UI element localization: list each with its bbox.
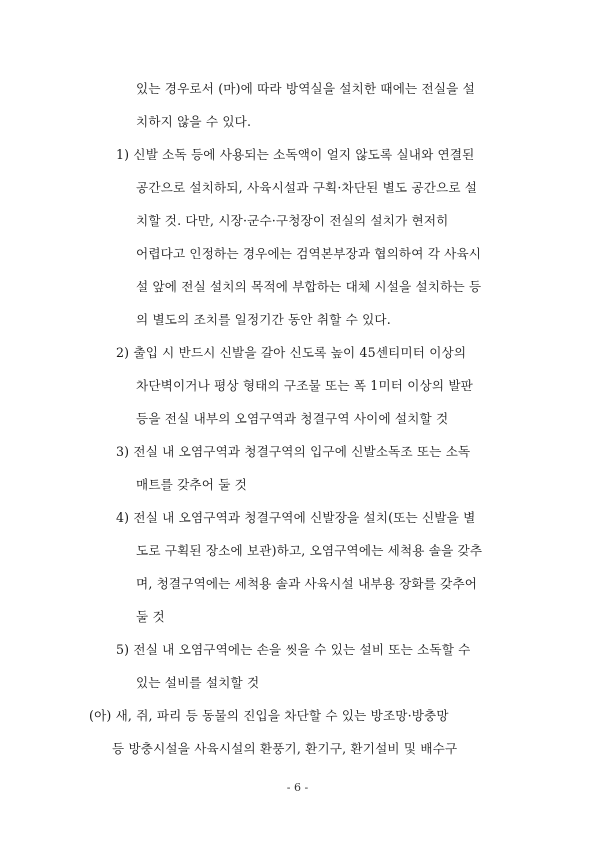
text-line-15: 도로 구획된 장소에 보관)하고, 오염구역에는 세척용 솔을 갖추 bbox=[136, 543, 483, 558]
text-line-19: 있는 설비를 설치할 것 bbox=[136, 675, 260, 690]
text-line-12: 3) 전실 내 오염구역과 청결구역의 입구에 신발소독조 또는 소독 bbox=[116, 444, 471, 459]
text-line-9: 2) 출입 시 반드시 신발을 갈아 신도록 높이 45센티미터 이상의 bbox=[116, 345, 467, 360]
text-line-13: 매트를 갖추어 둘 것 bbox=[136, 477, 247, 492]
text-line-20: (아) 새, 쥐, 파리 등 동물의 진입을 차단할 수 있는 방조망·방충망 bbox=[89, 708, 449, 723]
text-line-14: 4) 전실 내 오염구역과 청결구역에 신발장을 설치(또는 신발을 별 bbox=[116, 510, 476, 525]
text-line-5: 치할 것. 다만, 시장·군수·구청장이 전실의 설치가 현저히 bbox=[136, 213, 449, 228]
text-line-2: 치하지 않을 수 있다. bbox=[136, 114, 252, 129]
text-line-8: 의 별도의 조치를 일정기간 동안 취할 수 있다. bbox=[136, 312, 391, 327]
text-line-4: 공간으로 설치하되, 사육시설과 구획·차단된 별도 공간으로 설 bbox=[136, 180, 478, 195]
text-line-7: 설 앞에 전실 설치의 목적에 부합하는 대체 시설을 설치하는 등 bbox=[136, 279, 482, 294]
text-line-3: 1) 신발 소독 등에 사용되는 소독액이 얼지 않도록 실내와 연결된 bbox=[116, 147, 475, 162]
text-line-17: 둘 것 bbox=[136, 609, 165, 624]
text-line-6: 어렵다고 인정하는 경우에는 검역본부장과 협의하여 각 사육시 bbox=[136, 246, 482, 261]
text-line-16: 며, 청결구역에는 세척용 솔과 사육시설 내부용 장화를 갖추어 bbox=[136, 576, 478, 591]
text-line-11: 등을 전실 내부의 오염구역과 청결구역 사이에 설치할 것 bbox=[136, 411, 449, 426]
text-line-10: 차단벽이거나 평상 형태의 구조물 또는 폭 1미터 이상의 발판 bbox=[136, 378, 473, 393]
text-line-1: 있는 경우로서 (마)에 따라 방역실을 설치한 때에는 전실을 설 bbox=[136, 81, 475, 96]
text-line-21: 등 방충시설을 사육시설의 환풍기, 환기구, 환기설비 및 배수구 bbox=[112, 741, 458, 756]
page-number: - 6 - bbox=[286, 781, 309, 794]
text-line-18: 5) 전실 내 오염구역에는 손을 씻을 수 있는 설비 또는 소독할 수 bbox=[116, 642, 471, 657]
